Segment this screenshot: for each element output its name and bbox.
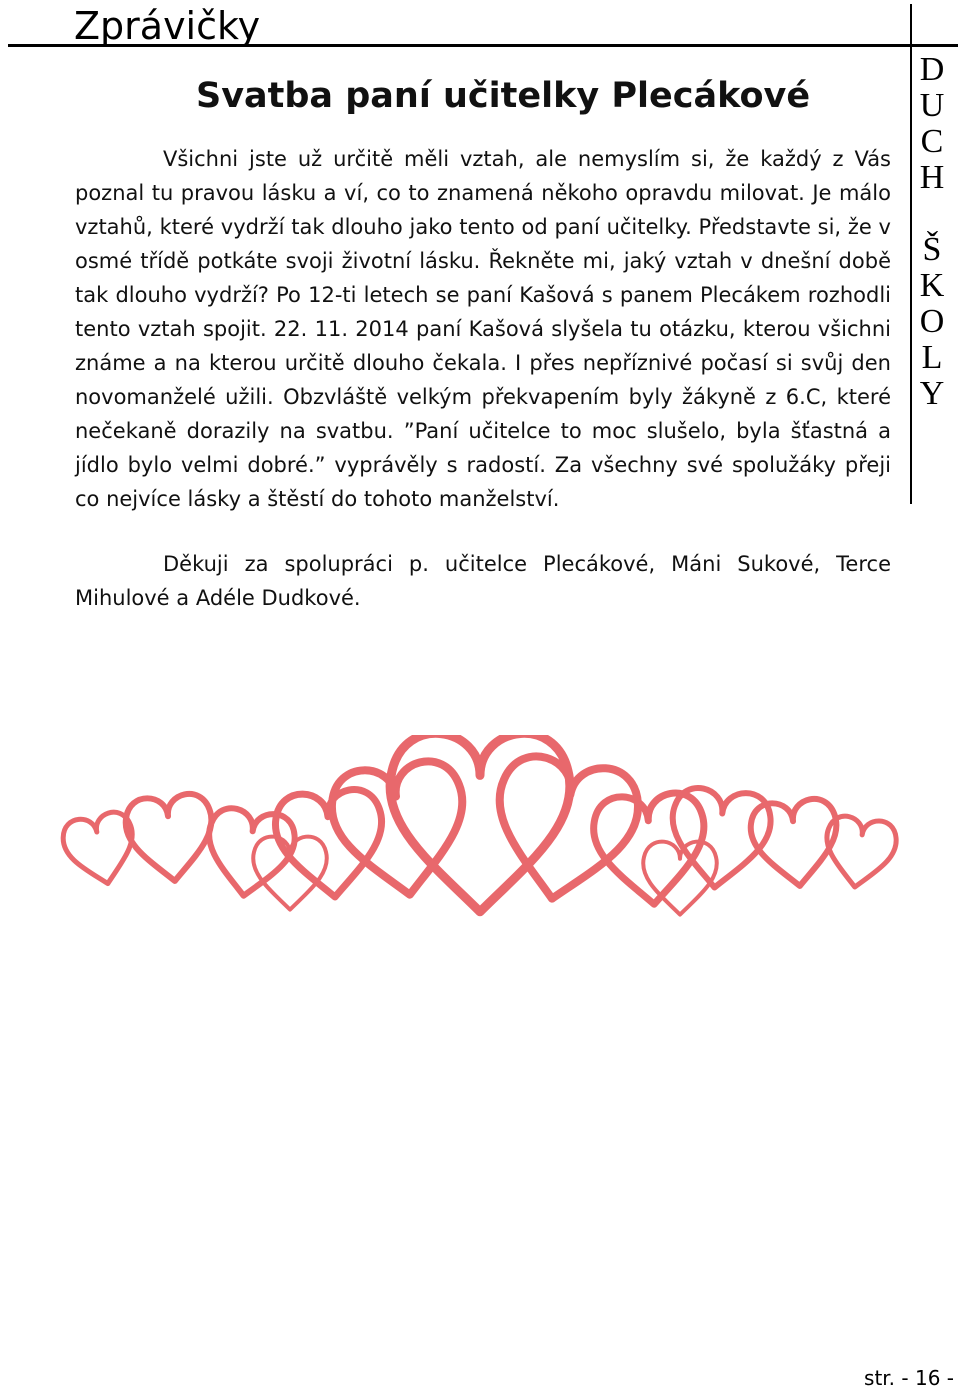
side-letter: O (919, 303, 945, 340)
hearts-row-icon (60, 735, 900, 985)
side-letter: L (921, 339, 943, 376)
side-letter: C (920, 123, 944, 160)
side-letter: D (919, 51, 945, 88)
article-title: Svatba paní učitelky Plecákové (196, 76, 811, 116)
heart-shape (253, 837, 327, 910)
side-letter: Š (922, 231, 942, 268)
side-banner (904, 52, 960, 412)
top-rule (8, 44, 958, 47)
side-letter: U (919, 87, 945, 124)
acknowledgement: Děkuji za spolupráci p. učitelce Plecákové, Máni Sukové, Terce Mihulové a Adéle Dudkové. (75, 552, 891, 610)
side-letter: H (919, 159, 945, 196)
page-number: str. - 16 - (864, 1366, 954, 1390)
article-body: Všichni jste už určitě měli vztah, ale nemyslím si, že každý z Vás poznal tu pravou lásku a ví, co to znamená někoho opravdu milovat. Je málo vztahů, které vydrží tak dlouho jako tento od paní učitelky. Představte si, že v osmé třídě potkáte svoji životní lásku. Řekněte mi, jaký vztah v dnešní době tak dlouho vydrží? Po 12-ti letech se paní Kašová s panem Plecákem rozhodli tento vztah spojit. 22. 11. 2014 paní Kašová slyšela tu otázku, kterou všichni známe a na kterou určitě dlouho čekala. I přes nepříznivé počasí si svůj den novomanželé užili. Obzvláště velkým překvapením byly žákyně z 6.C, které nečekaně dorazily na svatbu. ”Paní učitelce to moc slušelo, byla šťastná a jídlo bylo velmi dobré.” vyprávěly s radostí. Za všechny své spolužáky přeji co nejvíce lásky a štěstí do tohoto manželství. (75, 147, 891, 511)
heart-shape (820, 814, 898, 892)
side-letter: Y (919, 375, 945, 412)
section-title: Zprávičky (74, 4, 261, 48)
heart-shape (123, 792, 217, 886)
heart-shape (60, 809, 142, 891)
side-letter: K (919, 267, 945, 304)
heart-shape (591, 791, 709, 908)
